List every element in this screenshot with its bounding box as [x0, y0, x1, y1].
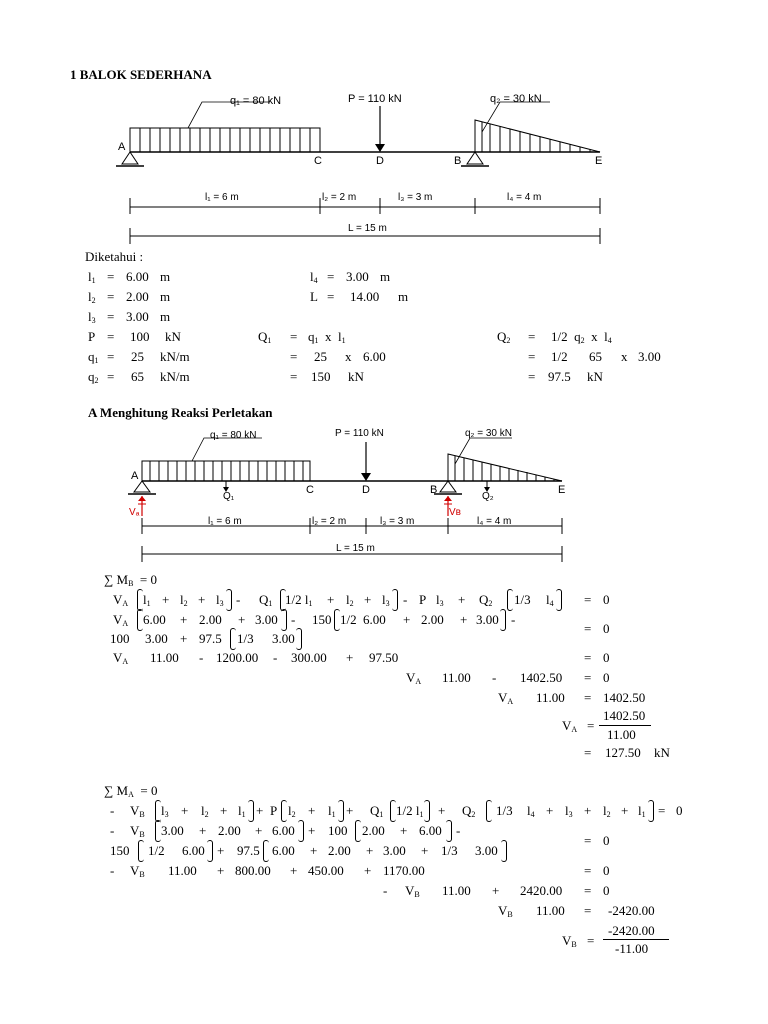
- q1-label-2: q₁ = 80 kN: [210, 430, 257, 441]
- point-b: B: [454, 155, 462, 167]
- q1-resultant: $Q_1$: [258, 329, 272, 345]
- known-q2: $q_2$: [88, 369, 99, 385]
- dim-l2: l₂ = 2 m: [322, 192, 357, 203]
- paren: [230, 628, 236, 650]
- dim-l4-2: l₄ = 4 m: [477, 516, 512, 527]
- known-l3: $l_3$: [88, 309, 96, 325]
- point-e: E: [595, 155, 603, 167]
- known-l4: $l_4$: [310, 269, 318, 285]
- paren: [446, 820, 452, 842]
- paren: [281, 609, 287, 631]
- paren: [138, 840, 144, 862]
- q1-label: q₁ = 80 kN: [230, 95, 282, 107]
- q2-label: q₂ = 30 kN: [490, 93, 542, 105]
- paren: [296, 628, 302, 650]
- section-a-heading: A Menghitung Reaksi Perletakan: [88, 405, 273, 420]
- q2-label-2: q₂ = 30 kN: [465, 428, 512, 439]
- paren: [392, 589, 398, 611]
- dim-l2-2: l₂ = 2 m: [312, 516, 347, 527]
- q2-resultant: $Q_2$: [497, 329, 511, 345]
- known-heading: Diketahui :: [85, 249, 144, 264]
- paren: [507, 589, 513, 611]
- mb-heading: ∑ $M_B = 0$: [104, 572, 158, 588]
- vb-label: Vʙ: [449, 507, 461, 518]
- paren: [556, 589, 562, 611]
- ma-heading: ∑ $M_A = 0$: [104, 783, 158, 799]
- known-l-total: L: [310, 289, 318, 304]
- va-label: Vₐ: [129, 507, 140, 518]
- dim-l1: l₁ = 6 m: [205, 192, 239, 203]
- paren: [281, 800, 287, 822]
- p-label-2: P = 110 kN: [335, 428, 384, 439]
- paren: [355, 820, 361, 842]
- paren: [338, 800, 344, 822]
- dim-l1-2: l₁ = 6 m: [208, 516, 242, 527]
- dim-total-2: L = 15 m: [336, 543, 375, 554]
- dim-l4: l₄ = 4 m: [507, 192, 542, 203]
- paren: [486, 800, 492, 822]
- dim-l3: l₃ = 3 m: [398, 192, 433, 203]
- known-l1: $l_1$: [88, 269, 96, 285]
- section-title: 1 BALOK SEDERHANA: [70, 67, 212, 82]
- known-l2: $l_2$: [88, 289, 96, 305]
- dim-l3-2: l₃ = 3 m: [380, 516, 415, 527]
- paren: [501, 840, 507, 862]
- point-c-2: C: [306, 484, 314, 496]
- point-a-2: A: [131, 470, 139, 482]
- point-d-2: D: [362, 484, 370, 496]
- p-label: P = 110 kN: [348, 93, 402, 105]
- fraction-bar: [599, 725, 651, 726]
- paren: [500, 609, 506, 631]
- paren: [248, 800, 254, 822]
- paren: [226, 589, 232, 611]
- dim-total: L = 15 m: [348, 223, 387, 234]
- point-b-2: B: [430, 484, 438, 496]
- paren: [424, 800, 430, 822]
- beam-diagram-1: [110, 88, 630, 248]
- paren: [263, 840, 269, 862]
- known-p: P: [88, 329, 96, 344]
- point-a: A: [118, 141, 126, 153]
- point-d: D: [376, 155, 384, 167]
- paren: [648, 800, 654, 822]
- beam-diagram-2: [122, 424, 582, 564]
- known-q1: $q_1$: [88, 349, 99, 365]
- fraction-bar: [603, 939, 669, 940]
- point-e-2: E: [558, 484, 566, 496]
- q1-force-label: Q₁: [223, 491, 235, 502]
- point-c: C: [314, 155, 322, 167]
- paren: [207, 840, 213, 862]
- q2-force-label: Q₂: [482, 491, 494, 502]
- paren: [298, 820, 304, 842]
